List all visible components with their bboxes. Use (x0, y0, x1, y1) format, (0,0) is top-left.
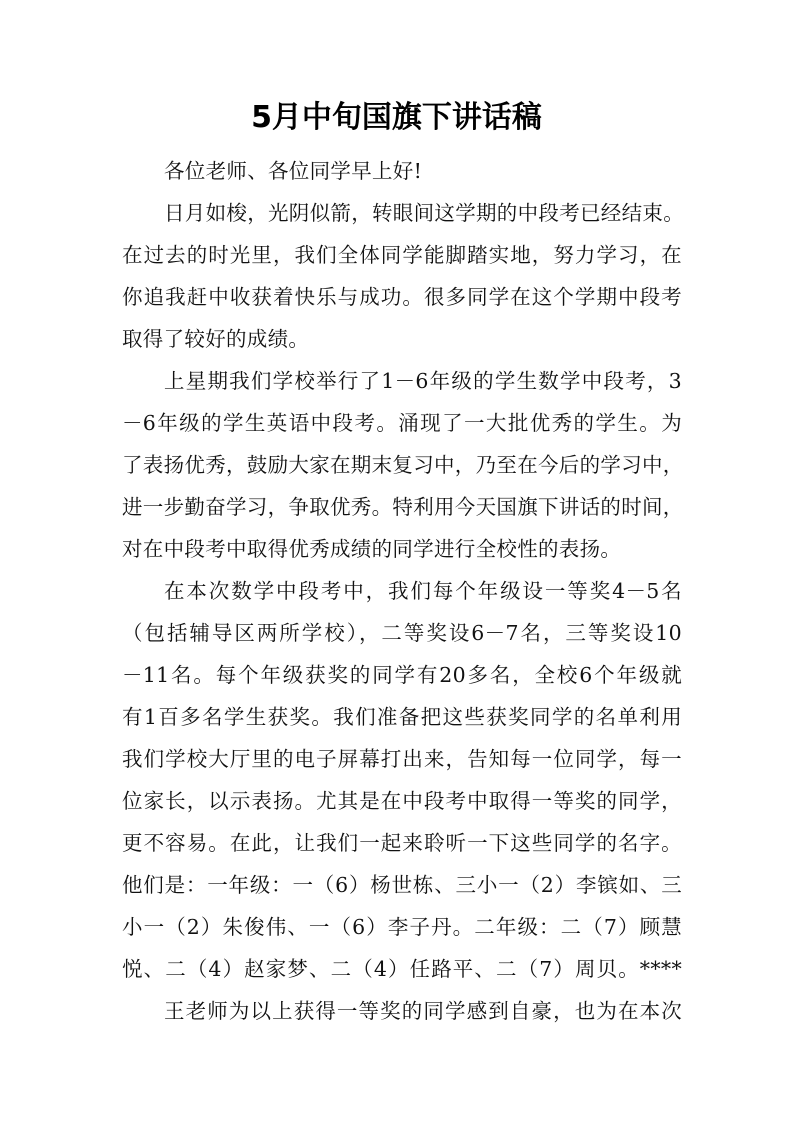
text-line: 取得了较好的成绩。 (122, 327, 310, 351)
text-line: 我们学校大厅里的电子屏幕打出来，告知每一位同学，每一 (122, 747, 682, 771)
text-line: 在本次数学中段考中，我们每个年级设一等奖4－5名 (164, 579, 682, 603)
text-line: 王老师为以上获得一等奖的同学感到自豪，也为在本次 (164, 999, 682, 1023)
text-line: 位家长，以示表扬。尤其是在中段考中取得一等奖的同学， (122, 789, 682, 813)
text-line: 各位老师、各位同学早上好! (164, 159, 423, 183)
document-body (122, 150, 682, 1032)
text-line: －6年级的学生英语中段考。涌现了一大批优秀的学生。为 (122, 411, 682, 435)
text-line: 他们是：一年级：一（6）杨世栋、三小一（2）李镔如、三 (122, 873, 682, 897)
text-line: 了表扬优秀，鼓励大家在期末复习中，乃至在今后的学习中， (122, 453, 684, 477)
paragraph (122, 570, 682, 990)
document-title: 5月中旬国旗下讲话稿 (251, 100, 542, 135)
text-line: 在过去的时光里，我们全体同学能脚踏实地，努力学习，在 (122, 243, 682, 267)
text-line: 进一步勤奋学习，争取优秀。特利用今天国旗下讲话的时间， (122, 495, 684, 519)
text-line: 悦、二（4）赵家梦、二（4）任路平、二（7）周贝。**** (122, 957, 682, 981)
paragraph (122, 192, 682, 360)
text-line: 日月如梭，光阴似箭，转眼间这学期的中段考已经结束。 (164, 201, 684, 225)
text-line: 小一（2）朱俊伟、一（6）李子丹。二年级：二（7）顾慧 (122, 915, 682, 939)
paragraph (122, 360, 682, 570)
text-line: 对在中段考中取得优秀成绩的同学进行全校性的表扬。 (122, 537, 622, 561)
text-line: 你追我赶中收获着快乐与成功。很多同学在这个学期中段考 (122, 285, 682, 309)
text-line: －11名。每个年级获奖的同学有20多名，全校6个年级就 (122, 663, 682, 687)
paragraph (122, 150, 682, 192)
text-line: 更不容易。在此，让我们一起来聆听一下这些同学的名字。 (122, 831, 682, 855)
text-line: （包括辅导区两所学校），二等奖设6－7名，三等奖设10 (122, 621, 682, 645)
text-line: 上星期我们学校举行了1－6年级的学生数学中段考，3 (164, 369, 682, 393)
paragraph (122, 990, 682, 1032)
text-line: 有1百多名学生获奖。我们准备把这些获奖同学的名单利用 (122, 705, 682, 729)
